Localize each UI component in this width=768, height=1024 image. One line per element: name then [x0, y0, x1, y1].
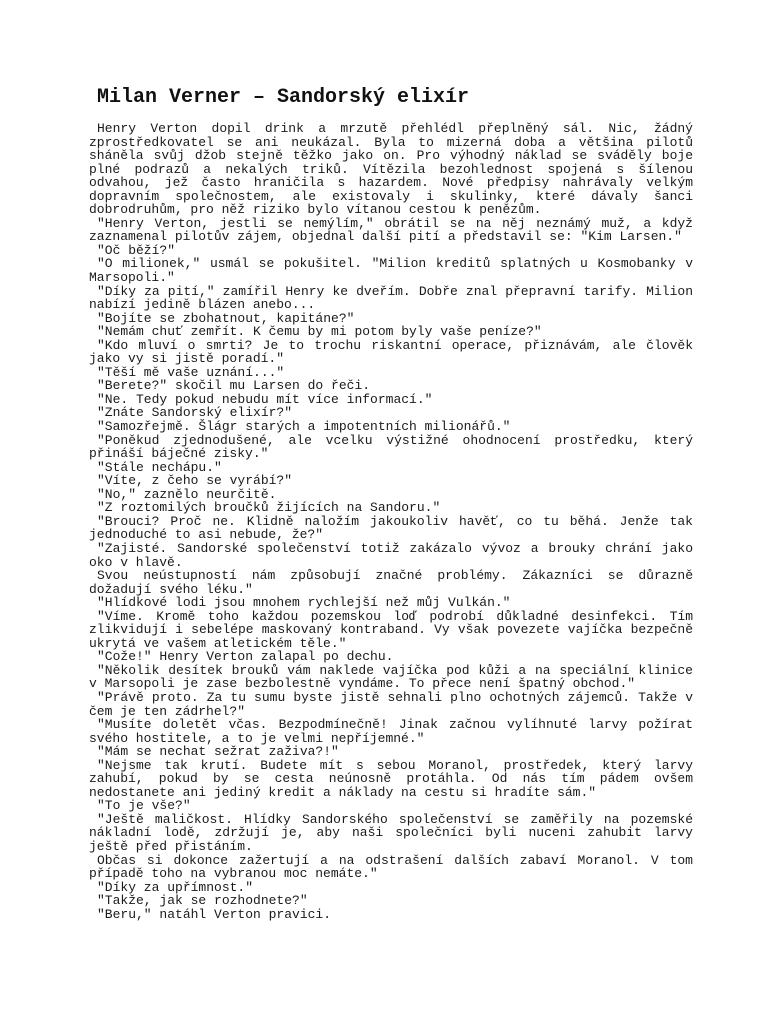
paragraph: "Nemám chuť zemřít. K čemu by mi potom byly vaše peníze?" — [97, 324, 542, 340]
paragraph: "Takže, jak se rozhodnete?" — [97, 893, 308, 909]
paragraph: "Díky za pití," zamířil Henry ke dveřím. Dobře znal přepravní tarify. Milion nabízí jedině blázen anebo... — [89, 283, 693, 313]
paragraph: "No," zaznělo neurčitě. — [97, 486, 277, 502]
paragraph: "Kdo mluví o smrti? Je to trochu riskantní operace, přiznávám, ale člověk jako vy si jistě poradí." — [89, 337, 693, 367]
paragraph: Svou neústupností nám způsobují značné problémy. Zákazníci se důrazně dožadují svého léku." — [89, 568, 693, 597]
paragraph: "Několik desítek brouků vám naklede vajíčka pod kůži a na speciální klinice v Marsopoli je zase bezbolestně vyndáme. To přece není špatný obchod." — [89, 662, 693, 692]
paragraph: "Musíte doletět včas. Bezpodmínečně! Jinak začnou vylíhnuté larvy požírat svého hostitele, a to je velmi nepříjemné." — [89, 717, 693, 746]
paragraph: "Ne. Tedy pokud nebudu mít více informací." — [97, 391, 433, 407]
paragraph: "Víme. Kromě toho každou pozemskou loď podrobí důkladné desinfekci. Tím zlikvidují i sebelépe maskovaný kontraband. Vy však povezete vajíčka bezpečně ukrytá ve vašem atletickém těle." — [89, 608, 693, 651]
paragraph: "Mám se nechat sežrat zaživa?!" — [97, 744, 339, 760]
paragraph: "Znáte Sandorský elixír?" — [97, 405, 293, 421]
paragraph: "O milionek," usmál se pokušitel. "Milion kreditů splatných u Kosmobanky v Marsopoli." — [89, 256, 693, 286]
paragraph: "Víte, z čeho se vyrábí?" — [97, 473, 293, 489]
paragraph: "Díky za upřímnost." — [97, 879, 254, 895]
paragraph: "Poněkud zjednodušené, ale vcelku výstižné ohodnocení prostředku, který přináší báječné zisky." — [89, 432, 693, 462]
paragraph: "Oč běží?" — [97, 242, 176, 258]
paragraph: "Stále nechápu." — [97, 459, 222, 475]
paragraph: "Brouci? Proč ne. Klidně naložím jakoukoliv havěť, co tu běhá. Jenže tak jednoduché to asi nebude, že?" — [89, 513, 693, 543]
paragraph: "Nejsme tak krutí. Budete mít s sebou Moranol, prostředek, který larvy zahubí, pokud by se cesta neúnosně protáhla. Od nás tím pádem ovšem nedostanete ani jediný kredit a náklady na cestu si hradíte sám." — [89, 757, 693, 800]
paragraph: "Henry Verton, jestli se nemýlím," obrátil se na něj neznámý muž, a když zaznamenal pilotův zájem, objednal další pití a představil se: "Kim Larsen." — [89, 215, 693, 245]
paragraph: "Cože!" Henry Verton zalapal po dechu. — [97, 649, 394, 665]
paragraph: "Zajisté. Sandorské společenství totiž zakázalo vývoz a brouky chrání jako oko v hlavě. — [89, 540, 693, 570]
paragraph: "Berete?" skočil mu Larsen do řeči. — [97, 378, 371, 394]
paragraph: Občas si dokonce zažertují a na odstrašení dalších zabaví Moranol. V tom případě toho na vybranou moc nemáte." — [89, 852, 693, 882]
paragraph: "To je vše?" — [97, 798, 191, 814]
paragraph: "Bojíte se zbohatnout, kapitáne?" — [97, 310, 355, 326]
paragraph: "Ještě maličkost. Hlídky Sandorského společenství se zaměřily na pozemské nákladní lodě, zdržují je, aby naši společníci byli nuceni zahubit larvy ještě před přistáním. — [89, 811, 693, 854]
document-body — [89, 122, 693, 921]
paragraph: "Beru," natáhl Verton pravici. — [97, 906, 332, 922]
paragraph: "Hlídkové lodi jsou mnohem rychlejší než můj Vulkán." — [97, 595, 511, 611]
paragraph: "Těší mě vaše uznání..." — [97, 364, 285, 380]
paragraph: "Samozřejmě. Šlágr starých a impotentních milionářů." — [97, 419, 511, 435]
paragraph: Henry Verton dopil drink a mrzutě přehlédl přeplněný sál. Nic, žádný zprostředkovatel se ani neukázal. Byla to mizerná doba a většina pilotů sháněla svůj džob stejně těžko jako on. Pro výhodný náklad se sváděly boje plné podrazů a nekalých triků. Vítězila bezohlednost spojená s šílenou odvahou, jež často hraničila s hazardem. Nové předpisy nahrávaly velkým dopravním společnostem, ale existovaly i skulinky, které dávaly šanci dobrodruhům, pro něž riziko bylo vítanou cestou k penězům. — [89, 121, 693, 218]
paragraph: "Právě proto. Za tu sumu byste jistě sehnali plno ochotných zájemců. Takže v čem je ten zádrhel?" — [89, 689, 693, 719]
document-title: Milan Verner – Sandorský elixír — [97, 86, 470, 109]
paragraph: "Z roztomilých broučků žijících na Sandoru." — [97, 500, 441, 516]
